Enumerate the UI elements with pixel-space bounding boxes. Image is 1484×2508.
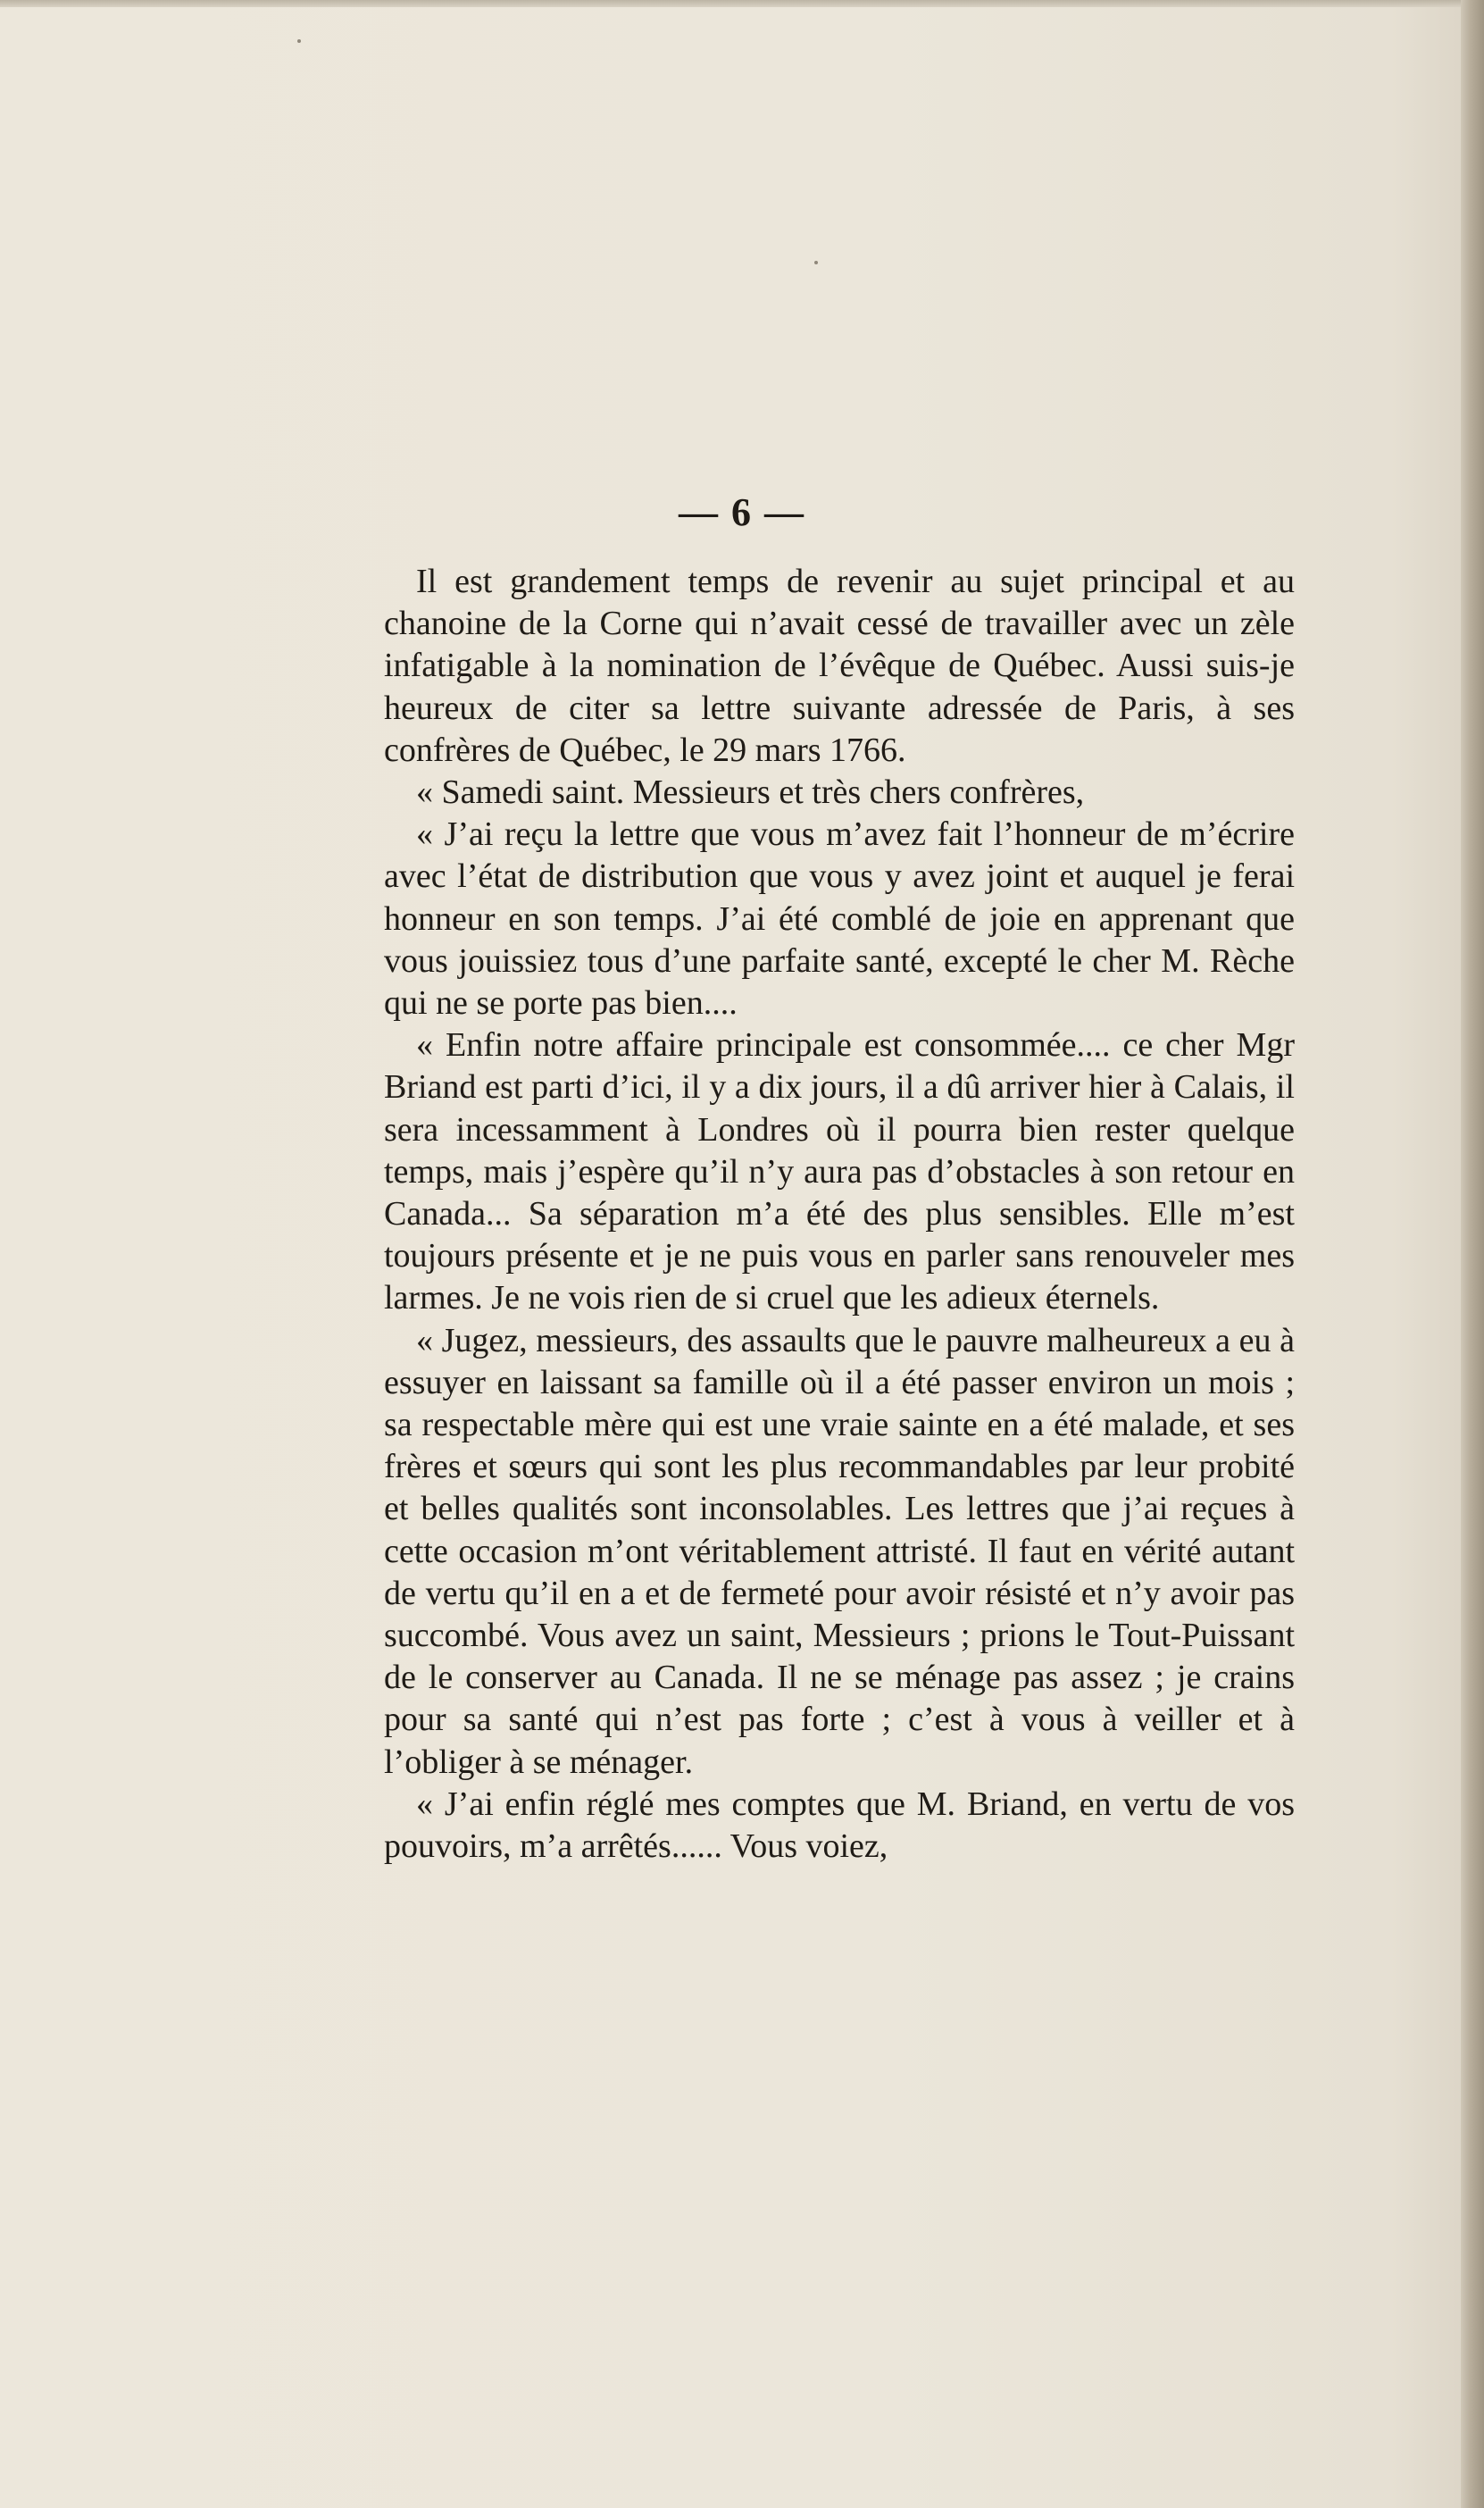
paragraph-intro: Il est grandement temps de revenir au sujet principal et au chanoine de la Corne qui n’avait cessé de travailler avec un zèle infatigable à la nomination de l’évêque de Québec. Aussi suis-je heureux de citer sa lettre suivante adressée de Paris, à ses confrères de Québec, le 29 mars 1766.	[384, 563, 1295, 769]
body-text	[384, 561, 1295, 1868]
paper-speck	[814, 261, 818, 264]
top-edge	[0, 0, 1484, 7]
paragraph-affair-consummated: « Enfin notre affaire principale est consommée.... ce cher Mgr Briand est parti d’ici, il y a dix jours, il a dû arriver hier à Calais, il sera incessamment à Londres où il pourra bien rester quelque temps, mais j’espère qu’il n’y aura pas d’obstacles à son retour en Canada... Sa séparation m’a été des plus sensibles. Elle m’est toujours présente et je ne puis vous en parler sans renouveler mes larmes. Je ne vois rien de si cruel que les adieux éternels.	[384, 1026, 1295, 1317]
page-number: — 6 —	[679, 490, 805, 534]
paper-speck	[297, 39, 301, 43]
page-right-edge	[1461, 0, 1484, 2508]
paragraph-salutation: « Samedi saint. Messieurs et très chers confrères,	[416, 773, 1085, 812]
paragraph-letter-received: « J’ai reçu la lettre que vous m’avez fait l’honneur de m’écrire avec l’état de distribution que vous y avez joint et auquel je ferai honneur en son temps. J’ai été comblé de joie en apprenant que vous jouissiez tous d’une parfaite santé, excepté le cher M. Rèche qui ne se porte pas bien....	[384, 815, 1295, 1023]
paragraph-judge-messieurs: « Jugez, messieurs, des assaults que le pauvre malheureux a eu à essuyer en laissant sa famille où il a été passer environ un mois ; sa respectable mère qui est une vraie sainte en a été malade, et ses frères et sœurs qui sont les plus recommandables par leur probité et belles qualités sont inconsolables. Les lettres que j’ai reçues à cette occasion m’ont véritablement attristé. Il faut en vérité autant de vertu qu’il en a et de fermeté pour avoir résisté et n’y avoir pas succombé. Vous avez un saint, Messieurs ; prions le Tout-Puissant de le conserver au Canada. Il ne se ménage pas assez ; je crains pour sa santé qui n’est pas forte ; c’est à vous à veiller et à l’obliger à se ménager.	[384, 1321, 1295, 1781]
paragraph-accounts: « J’ai enfin réglé mes comptes que M. Briand, en vertu de vos pouvoirs, m’a arrêtés...... Vous voiez,	[384, 1785, 1295, 1866]
